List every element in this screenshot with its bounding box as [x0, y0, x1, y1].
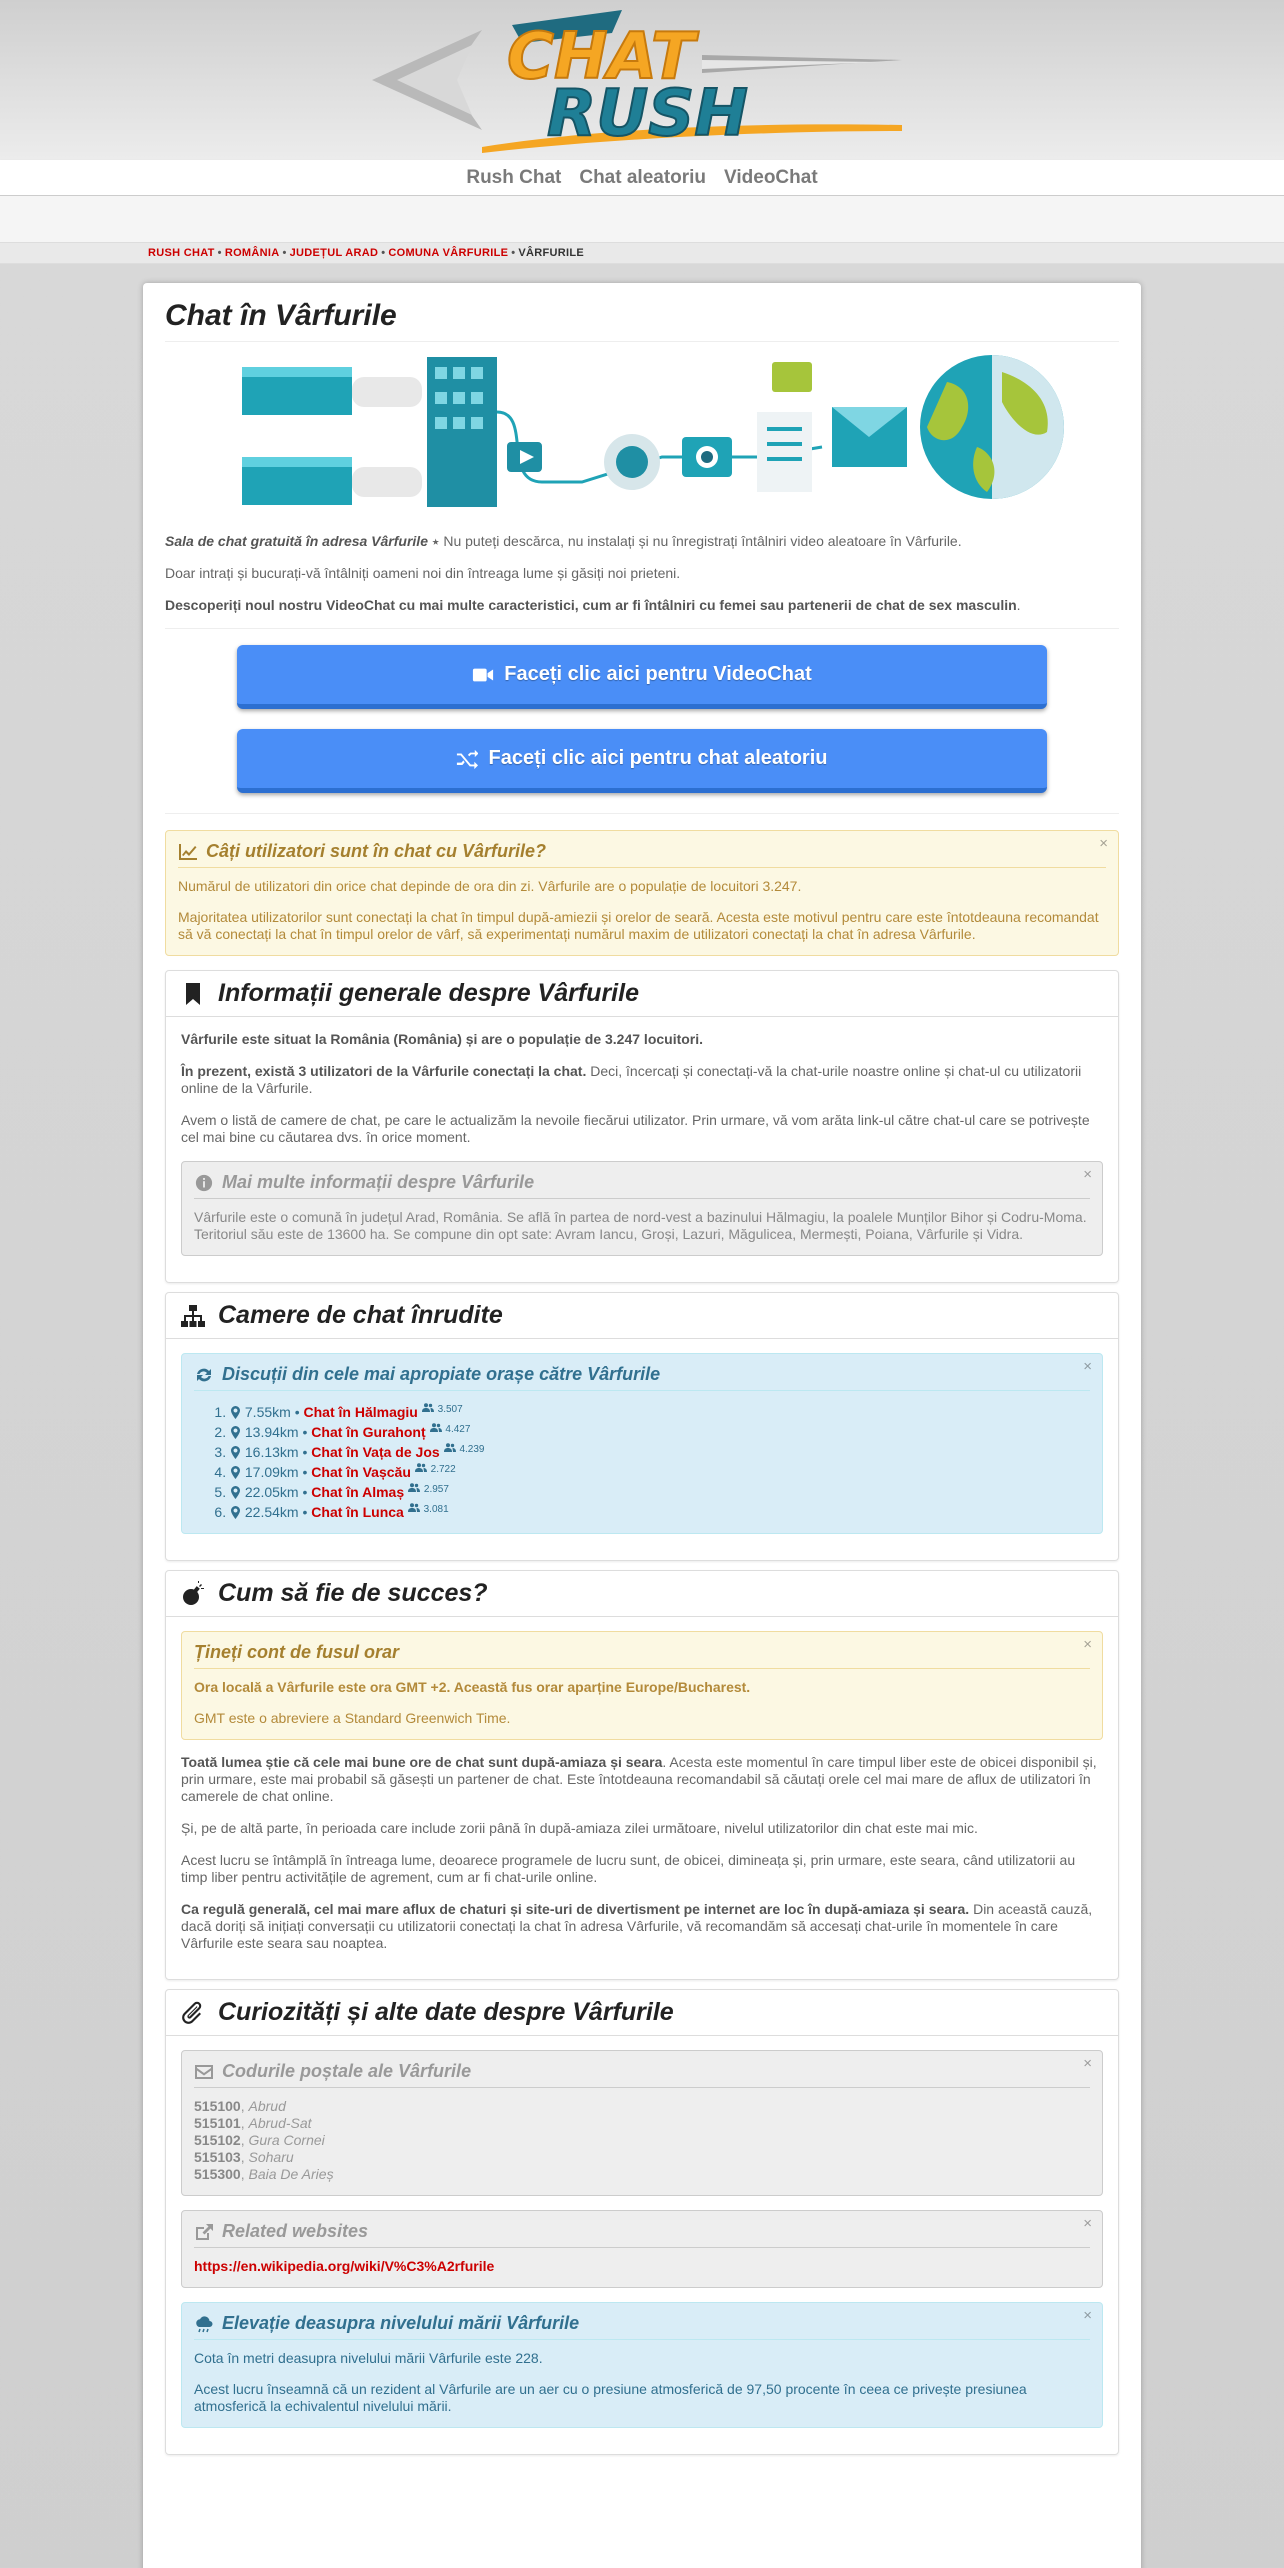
paperclip-icon [180, 2000, 206, 2026]
city-link[interactable]: Chat în Gurahonț [311, 1424, 426, 1440]
success-paragraph-3: Acest lucru se întâmplă în întreaga lume, deoarece programele de lucru sunt, de obicei, dimineața și, prin urmare, este seara, când utilizatorii au timp liber pentru activitățile de agrement, cum ar fi chat-urile online. [181, 1852, 1076, 1885]
general-paragraph-2: În prezent, există 3 utilizatori de la Vârfurile conectați la chat. Deci, încercați și conectați-vă la chat-urile noastre online și chat-ul cu utilizatorii online de la Vârfurile. [181, 1063, 1082, 1096]
videochat-button-label: Faceți clic aici pentru VideoChat [504, 663, 812, 685]
users-icon [422, 1403, 434, 1412]
nearest-cities-box [181, 1353, 1103, 1534]
wikipedia-link[interactable]: https://en.wikipedia.org/wiki/V%C3%A2rfurile [194, 2258, 495, 2274]
general-paragraph-3: Avem o listă de camere de chat, pe care le actualizăm la nevoile fiecărui utilizator. Prin urmare, vă vom arăta link-ul către chat-ul care se potrivește cel mai bine cu căutarea dvs. în orice moment. [181, 1112, 1090, 1145]
postal-codes-title: Codurile poștale ale Vârfurile [194, 2061, 1090, 2088]
close-icon[interactable]: × [1083, 1166, 1092, 1183]
logo-word-rush: RUSH [547, 77, 748, 151]
list-item: 2. 13.94km • Chat în Gurahonț $^{4.427}$ [230, 1421, 1090, 1441]
list-item: 4. 17.09km • Chat în Vașcău $^{2.722}$ [230, 1461, 1090, 1481]
page-title: Chat în Vârfurile [165, 299, 1119, 342]
divider [165, 628, 1119, 629]
elevation-text-1: Cota în metri deasupra nivelului mării Vârfurile este 228. [194, 2350, 543, 2366]
breadcrumb-separator: • [511, 247, 516, 259]
elevation-box [181, 2302, 1103, 2428]
users-icon [430, 1423, 442, 1432]
city-link[interactable]: Chat în Lunca [311, 1504, 404, 1520]
intro-paragraph-3: Descoperiți noul nostru VideoChat cu mai multe caracteristici, cum ar fi întâlniri cu femei sau partenerii de chat de sex masculin. [165, 597, 1021, 613]
breadcrumb-current: VÂRFURILE [518, 247, 585, 259]
intro-paragraph-1: Sala de chat gratuită în adresa Vârfurile ⭑ Nu puteți descărca, nu instalați și nu înregistrați întâlniri video aleatoare în Vârfurile. [165, 533, 962, 549]
intro-paragraph-2: Doar intrați și bucurați-vă întâlniți oameni noi din întreaga lume și găsiți noi prieteni. [165, 565, 681, 581]
list-item: 1. 7.55km • Chat în Hălmagiu $^{3.507}$ [230, 1401, 1090, 1421]
nav-rush-chat[interactable]: Rush Chat [466, 166, 562, 188]
sitemap-icon [180, 1303, 206, 1329]
postal-codes-list [194, 2098, 1090, 2183]
shuffle-icon [456, 749, 478, 769]
random-chat-button[interactable] [237, 729, 1047, 793]
timezone-text-1: Ora locală a Vârfurile este ora GMT +2. Această fus orar aparține Europe/Bucharest. [194, 1679, 751, 1695]
general-info-header: Informații generale despre Vârfurile [166, 971, 1118, 1017]
users-alert-text-1: Numărul de utilizatori din orice chat depinde de ora din zi. Vârfurile are o populație de locuitori 3.247. [178, 878, 802, 894]
more-info-title: Mai multe informații despre Vârfurile [194, 1172, 1090, 1199]
breadcrumb-separator: • [217, 247, 222, 259]
users-icon [415, 1463, 427, 1472]
curiosities-panel [165, 1989, 1119, 2455]
cloud-icon [194, 2315, 214, 2333]
top-banner [0, 0, 1284, 160]
timezone-title: Țineți cont de fusul orar [194, 1642, 1090, 1669]
users-alert-title: Câți utilizatori sunt în chat cu Vârfurile? [178, 841, 1106, 868]
main-content [143, 283, 1141, 2568]
curiosities-header: Curiozități și alte date despre Vârfurile [166, 1990, 1118, 2036]
close-icon[interactable]: × [1083, 2215, 1092, 2232]
list-item: 3. 16.13km • Chat în Vața de Jos $^{4.239}$ [230, 1441, 1090, 1461]
divider [165, 813, 1119, 814]
map-pin-icon [230, 1506, 241, 1519]
users-alert [165, 830, 1119, 956]
breadcrumb-separator: • [282, 247, 287, 259]
map-pin-icon [230, 1426, 241, 1439]
users-icon [444, 1443, 456, 1452]
related-rooms-panel [165, 1292, 1119, 1561]
breadcrumb-comuna[interactable]: COMUNA VÂRFURILE [388, 247, 509, 259]
bomb-icon [180, 1581, 206, 1607]
nearest-cities-list [230, 1401, 1090, 1521]
city-link[interactable]: Chat în Almaș [311, 1484, 405, 1500]
timezone-text-2: GMT este o abreviere a Standard Greenwich Time. [194, 1710, 511, 1726]
close-icon[interactable]: × [1083, 2307, 1092, 2324]
random-chat-button-label: Faceți clic aici pentru chat aleatoriu [488, 747, 828, 769]
success-paragraph-2: Și, pe de altă parte, în perioada care include zorii până în după-amiaza zilei următoare, nivelul utilizatorilor din chat este mai mic. [181, 1820, 978, 1836]
video-icon [472, 665, 494, 685]
intro-section [165, 532, 1119, 614]
map-pin-icon [230, 1406, 241, 1419]
list-item: 6. 22.54km • Chat în Lunca $^{3.081}$ [230, 1501, 1090, 1521]
related-websites-title: Related websites [194, 2221, 1090, 2248]
more-info-text: Vârfurile este o comună în județul Arad, România. Se află în partea de nord-vest a bazinului Hălmagiu, la poalele Munților Bihor și Codru-Moma. Teritoriul său este de 13600 ha. Se compune din opt sate: Avram Iancu, Groși, Lazuri, Măgulicea, Mermești, Poiana, Vârfurile și Vidra. [194, 1209, 1087, 1242]
close-icon[interactable]: × [1083, 1636, 1092, 1653]
breadcrumb-rush-chat[interactable]: RUSH CHAT [148, 247, 215, 259]
close-icon[interactable]: × [1083, 2055, 1092, 2072]
list-item: 515103, Soharu [194, 2149, 294, 2165]
logo-word-chat: CHAT [507, 20, 695, 94]
list-item: 515300, Baia De Arieș [194, 2166, 334, 2182]
breadcrumb [0, 242, 1284, 264]
list-item: 515102, Gura Cornei [194, 2132, 325, 2148]
close-icon[interactable]: × [1083, 1358, 1092, 1375]
envelope-icon [194, 2063, 214, 2081]
breadcrumb-romania[interactable]: ROMÂNIA [224, 247, 280, 259]
more-info-box [181, 1161, 1103, 1256]
main-nav [0, 160, 1284, 196]
related-websites-box [181, 2210, 1103, 2288]
city-link[interactable]: Chat în Hălmagiu [303, 1404, 418, 1420]
success-paragraph-4: Ca regulă generală, cel mai mare aflux de chaturi și site-uri de divertisment pe internet are loc în după-amiaza și seara. Din această cauză, dacă doriți să inițiați conversații cu utilizatorii conectați la chat în adresa Vârfurile, vă recomandăm să accesați chat-urile în momentele în care Vârfurile este seara sau noaptea. [181, 1901, 1093, 1951]
breadcrumb-judet[interactable]: JUDEȚUL ARAD [289, 247, 379, 259]
external-link-icon [194, 2223, 214, 2241]
general-info-panel [165, 970, 1119, 1283]
users-icon [408, 1503, 420, 1512]
success-paragraph-1: Toată lumea știe că cele mai bune ore de chat sunt după-amiaza și seara. Acesta este momentul în care timpul liber este de obicei disponibil și, prin urmare, este mai probabil să găsești un partener de chat. Este întotdeauna recomandabil să căutați orele cel mai mare de aflux de utilizatori în camerele de chat online. [181, 1754, 1097, 1804]
timezone-box [181, 1631, 1103, 1740]
chat-rush-logo[interactable] [362, 5, 922, 155]
elevation-title: Elevație deasupra nivelului mării Vârfurile [194, 2313, 1090, 2340]
nav-videochat[interactable]: VideoChat [724, 166, 818, 188]
general-paragraph-1: Vârfurile este situat la România (România) și are o populație de 3.247 locuitori. [181, 1031, 704, 1047]
refresh-icon [194, 1366, 214, 1384]
videochat-button[interactable] [237, 645, 1047, 709]
list-item: 515100, Abrud [194, 2098, 286, 2114]
map-pin-icon [230, 1466, 241, 1479]
breadcrumb-separator: • [381, 247, 386, 259]
map-pin-icon [230, 1446, 241, 1459]
hero-illustration [202, 352, 1082, 522]
city-link[interactable]: Chat în Vața de Jos [311, 1444, 440, 1460]
users-alert-text-2: Majoritatea utilizatorilor sunt conectați la chat în timpul după-amiezii și orelor de seară. Acesta este motivul pentru care este întotdeauna recomandat să vă conectați la chat în timpul orelor de vârf, să experimentați numărul maxim de utilizatori conectați la chat în adresa Vârfurile. [178, 909, 1099, 942]
elevation-text-2: Acest lucru înseamnă că un rezident al Vârfurile are un aer cu o presiune atmosferică de 97,50 procente în ceea ce privește presiunea atmosferică la echivalentul nivelului mării. [194, 2381, 1027, 2414]
chart-icon [178, 843, 198, 861]
users-icon [408, 1483, 420, 1492]
list-item: 515101, Abrud-Sat [194, 2115, 312, 2131]
close-icon[interactable]: × [1099, 835, 1108, 852]
nav-spacer [0, 196, 1284, 242]
success-panel [165, 1570, 1119, 1980]
bookmark-icon [180, 981, 206, 1007]
city-link[interactable]: Chat în Vașcău [311, 1464, 411, 1480]
nav-chat-aleatoriu[interactable]: Chat aleatoriu [579, 166, 707, 188]
postal-codes-box [181, 2050, 1103, 2196]
map-pin-icon [230, 1486, 241, 1499]
success-header: Cum să fie de succes? [166, 1571, 1118, 1617]
related-rooms-header: Camere de chat înrudite [166, 1293, 1118, 1339]
nearest-cities-title: Discuții din cele mai apropiate orașe către Vârfurile [194, 1364, 1090, 1391]
list-item: 5. 22.05km • Chat în Almaș $^{2.957}$ [230, 1481, 1090, 1501]
info-icon [194, 1174, 214, 1192]
